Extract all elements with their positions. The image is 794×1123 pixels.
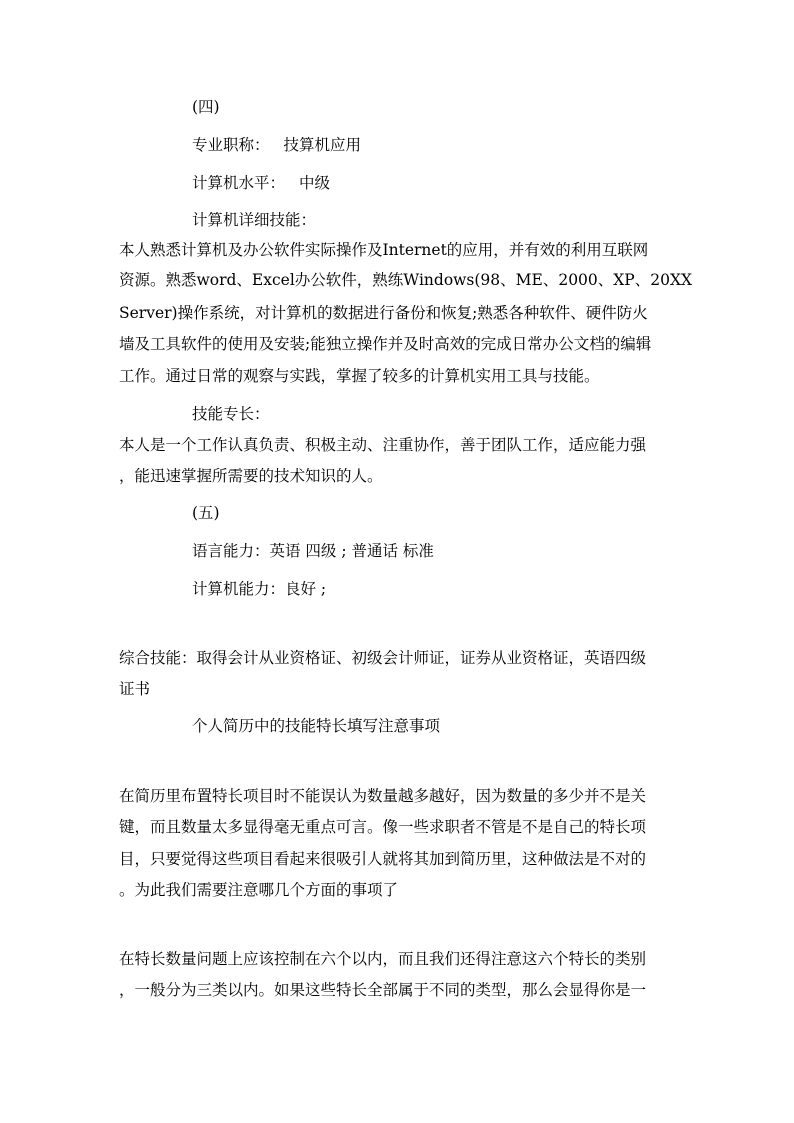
tips-paragraph-line: 在特长数量问题上应该控制在六个以内，而且我们还得注意这六个特长的类别 — [119, 950, 647, 968]
computer-skills-line: 资源。熟悉word、Excel办公软件，熟练Windows(98、ME、2000、XP、20XX — [119, 271, 693, 289]
section-five-heading: (五) — [192, 504, 220, 522]
specialty-heading: 技能专长： — [192, 405, 270, 423]
computer-level-value: 中级 — [299, 174, 331, 192]
computer-ability-line: 计算机能力：良好 ; — [192, 580, 327, 598]
computer-level-line — [192, 173, 752, 193]
tips-paragraph-line: ，一般分为三类以内。如果这些特长全部属于不同的类型，那么会显得你是一 — [119, 981, 647, 999]
tips-paragraph-line: 在简历里布置特长项目时不能误认为数量越多越好，因为数量的多少并不是关 — [119, 787, 647, 805]
professional-title-line — [192, 135, 752, 155]
computer-skills-line: 本人熟悉计算机及办公软件实际操作及Internet的应用，并有效的利用互联网 — [119, 241, 649, 259]
tips-paragraph-line: 。为此我们需要注意哪几个方面的事项了 — [119, 881, 399, 899]
specialty-line: ，能迅速掌握所需要的技术知识的人。 — [119, 467, 383, 485]
computer-skills-line: 工作。通过日常的观察与实践，掌握了较多的计算机实用工具与技能。 — [119, 367, 600, 385]
tips-paragraph-line: 目，只要觉得这些项目看起来很吸引人就将其加到简历里，这种做法是不对的 — [119, 850, 647, 868]
language-ability-line: 语言能力：英语 四级 ; 普通话 标准 — [192, 542, 434, 560]
computer-skills-heading: 计算机详细技能： — [192, 211, 317, 229]
computer-skills-line: 墙及工具软件的使用及安装;能独立操作并及时高效的完成日常办公文档的编辑 — [119, 335, 652, 353]
professional-title-label: 专业职称： — [192, 136, 270, 154]
computer-level-label: 计算机水平： — [192, 174, 286, 192]
comprehensive-skills-line: 证书 — [119, 680, 151, 698]
tips-paragraph-line: 键，而且数量太多显得毫无重点可言。像一些求职者不管是不是自己的特长项 — [119, 818, 647, 836]
comprehensive-skills-line: 综合技能：取得会计从业资格证、初级会计师证，证券从业资格证，英语四级 — [119, 649, 647, 667]
section-four-heading: (四) — [192, 98, 220, 116]
computer-skills-line: Server)操作系统，对计算机的数据进行备份和恢复;熟悉各种软件、硬件防火 — [119, 304, 648, 322]
specialty-line: 本人是一个工作认真负责、积极主动、注重协作，善于团队工作，适应能力强 — [119, 436, 647, 454]
tips-title: 个人简历中的技能特长填写注意事项 — [192, 717, 441, 735]
professional-title-value: 技算机应用 — [283, 136, 362, 154]
